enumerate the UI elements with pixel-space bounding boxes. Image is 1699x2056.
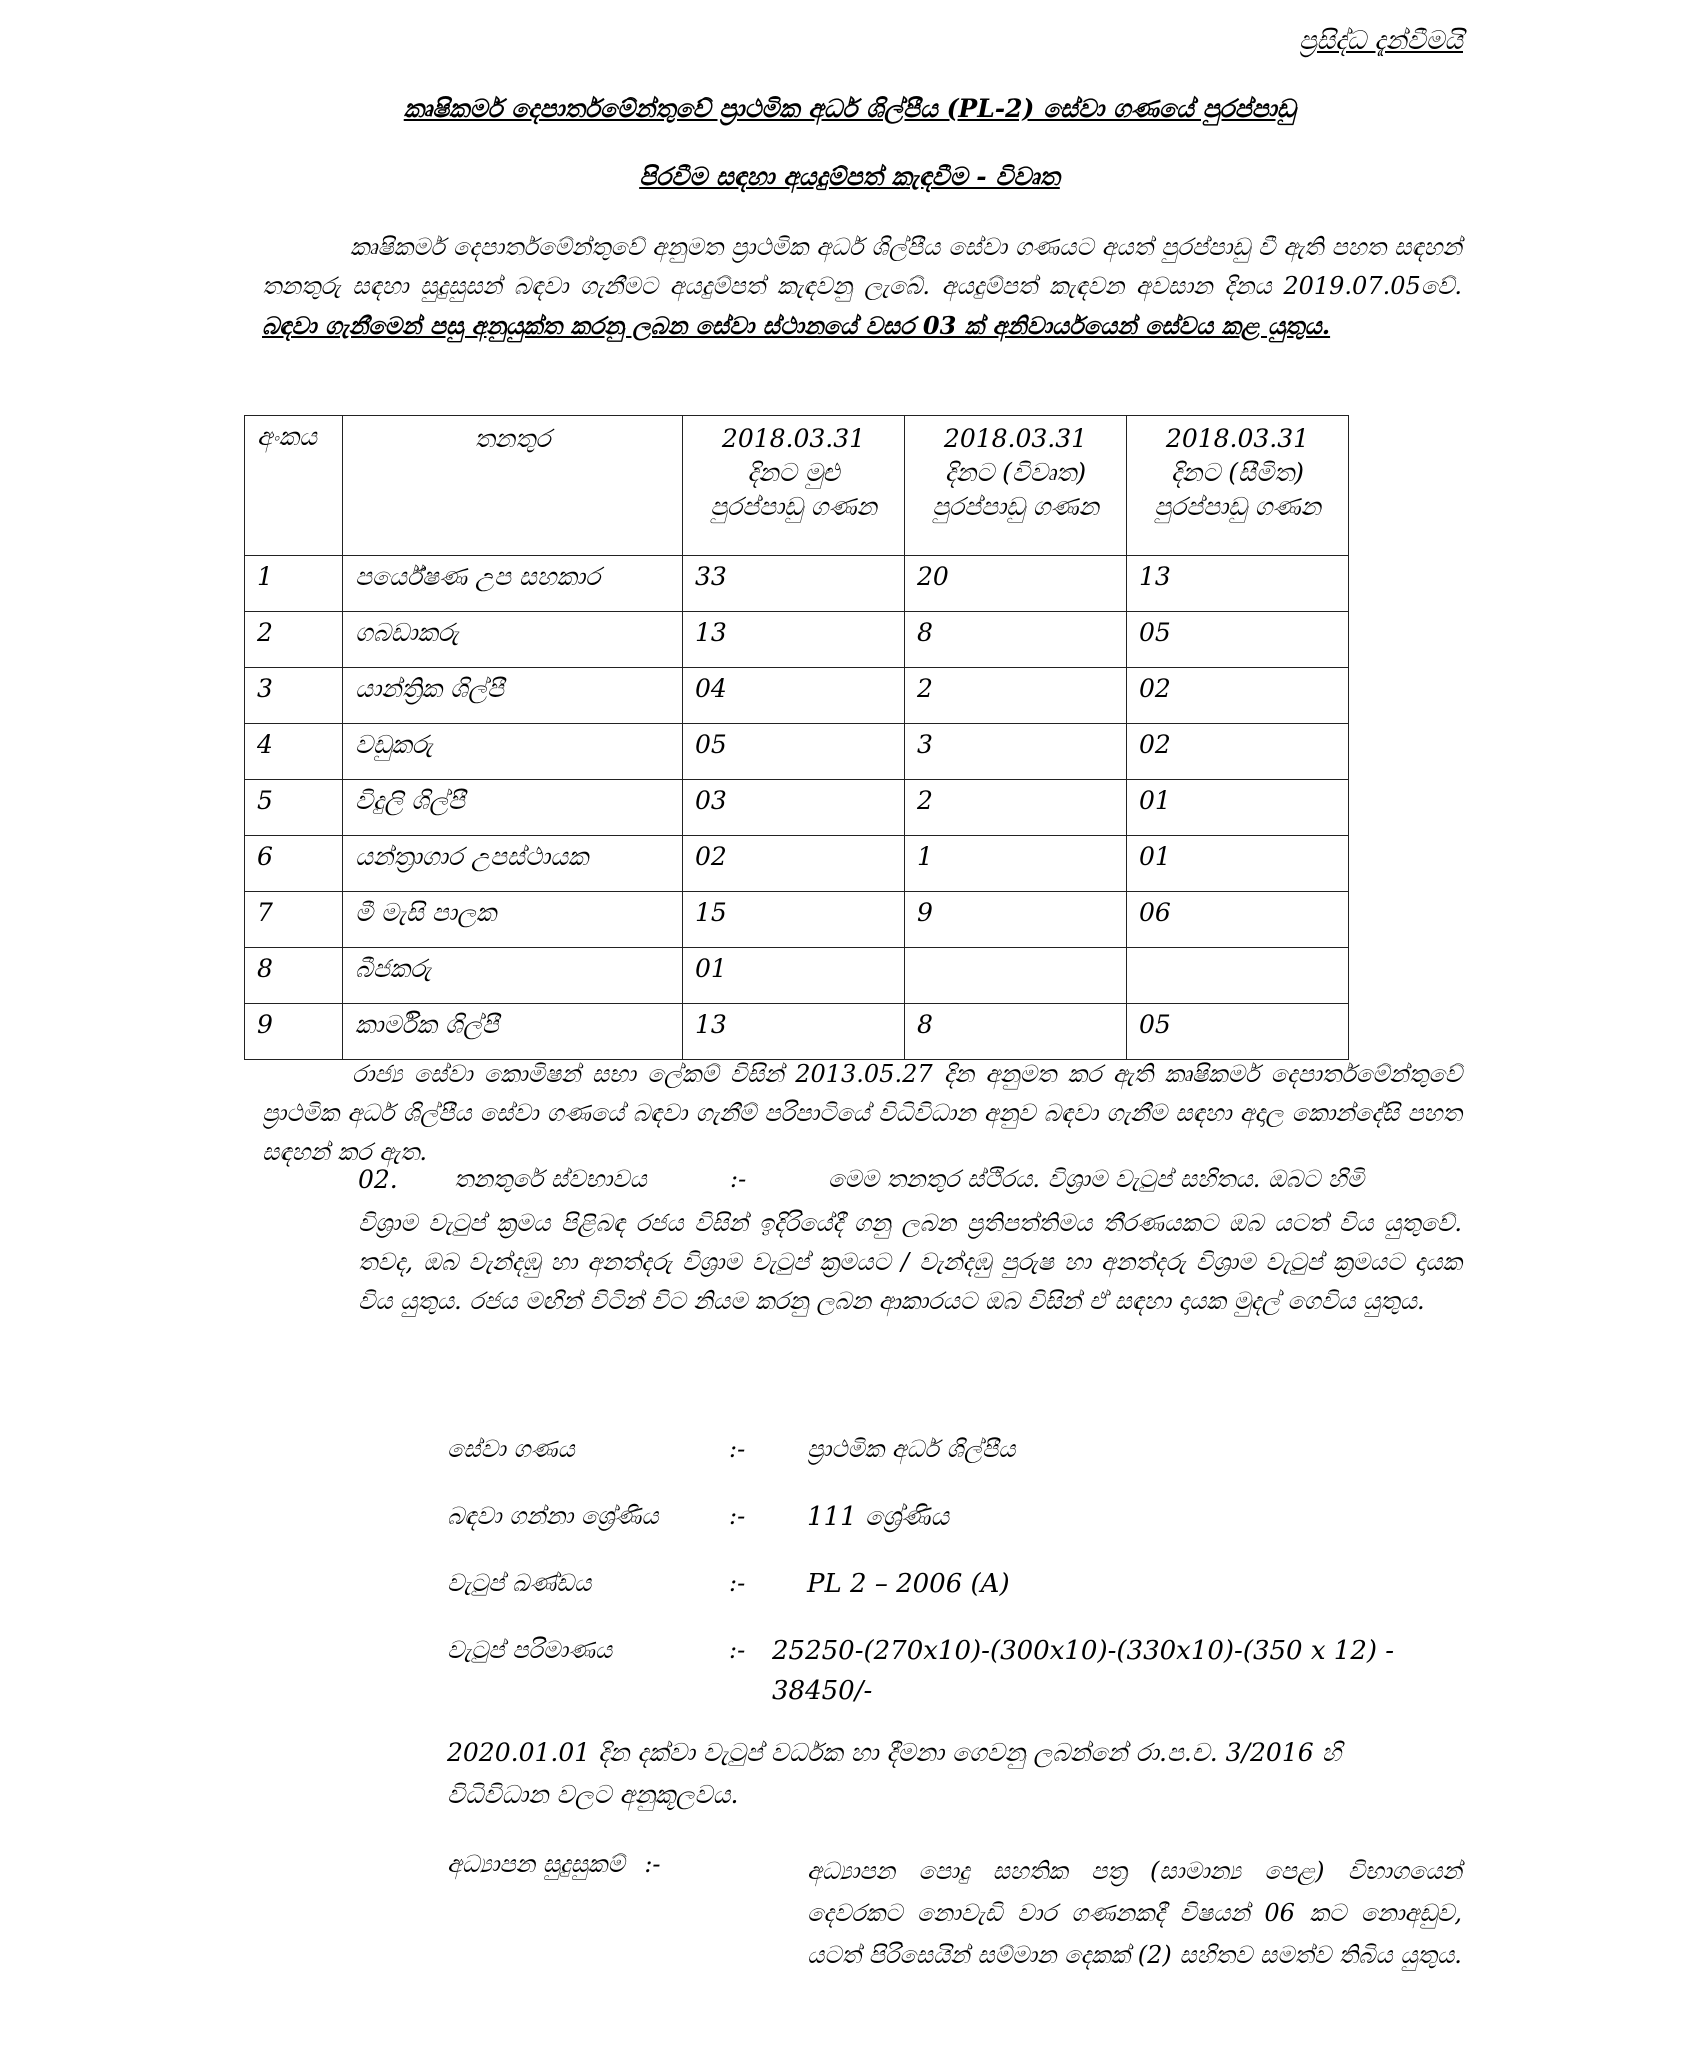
table-row (245, 780, 1349, 836)
row-total: 15 (683, 892, 905, 948)
row-total: 02 (683, 836, 905, 892)
education-text: අධ්‍යාපන පොදු සහතික පත්‍ර (සාමාන්‍ය පෙළ) විභාගයෙන් දෙවරකට නොවැඩි වාර ගණනකදී විෂයන් 06 කට නොඅඩුව, යටත් පිරිසෙයින් සම්මාන දෙකක් (2) සහිතව සමත්ව තිබිය යුතුය. (807, 1857, 1462, 1969)
detail-value: ප්‍රාථමික අර්ධ ශිල්පීය (807, 1435, 1016, 1463)
header-post-label: තනතුර (474, 424, 551, 453)
section-2-text: විශ්‍රාම වැටුප් ක්‍රමය පිළිබඳ රජය විසින් ඉදිරියේදී ගනු ලබන ප්‍රතිපත්තිමය තීරණයකට ඔබ යටත් විය යුතුවේ. තවද, ඔබ වැන්දඹු හා අනත්දරු විශ්‍රාම වැටුප් ක්‍රමයට / වැන්දඹු පුරුෂ හා අනත්දරු විශ්‍රාම වැටුප් ක්‍රමයට දායක විය යුතුය. රජය මඟින් විටින් විට නියම කරනු ලබන ආකාරයට ඔබ විසින් ඒ සඳහා දායක මුදල් ගෙවිය යුතුය. (358, 1209, 1462, 1315)
row-open: 3 (905, 724, 1127, 780)
row-number: 5 (245, 780, 343, 836)
row-limited: 05 (1127, 612, 1349, 668)
header-total-count: පුරප්පාඩු ගණන (710, 492, 877, 521)
row-limited: 02 (1127, 724, 1349, 780)
row-number: 1 (245, 556, 343, 612)
detail-label: බඳවා ගන්නා ශ්‍රේණිය (447, 1502, 659, 1530)
education-colon: :- (644, 1850, 661, 1878)
header-total-date: 2018.03.31 (721, 424, 866, 453)
table-row (245, 948, 1349, 1004)
row-open: 8 (905, 1004, 1127, 1060)
table-row (245, 724, 1349, 780)
table-row (245, 892, 1349, 948)
header-post (343, 416, 683, 556)
row-open: 2 (905, 668, 1127, 724)
row-limited (1127, 948, 1349, 1004)
title-line-1: කෘෂිකර්ම දෙපාර්තමේන්තුවේ ප්‍රාථමික අර්ධ ශිල්පීය (PL-2) සේවා ගණයේ පුරප්පාඩු (403, 94, 1296, 123)
detail-label: වැටුප් ඛණ්ඩය (447, 1569, 592, 1597)
section-label: තනතුරේ ස්වභාවය (454, 1165, 647, 1193)
detail-colon: :- (729, 1636, 746, 1664)
row-post: යන්ත්‍රාගාර උපස්ථායක (343, 836, 683, 892)
header-limited-count: පුරප්පාඩු ගණන (1154, 492, 1321, 521)
title-line-2: පිරවීම සඳහා අයදුම්පත් කැඳවීම - විවෘත (639, 162, 1060, 191)
row-open: 9 (905, 892, 1127, 948)
header-total (683, 416, 905, 556)
row-total: 13 (683, 612, 905, 668)
detail-value: 25250-(270x10)-(300x10)-(330x10)-(350 x 12) - (772, 1636, 1395, 1666)
header-open (905, 416, 1127, 556)
row-total: 05 (683, 724, 905, 780)
commission-note: රාජ්‍ය සේවා කොමිෂන් සභා ලේකම් විසින් 2013.05.27 දින අනුමත කර ඇති කෘෂිකර්ම දෙපාර්තමේන්තුවේ ප්‍රාථමික අර්ධ ශිල්පීය සේවා ගණයේ බඳවා ගැනීම් පරිපාටියේ විධිවිධාන අනුව බඳවා ගැනීම සඳහා අදාල කොන්දේසි පහත සඳහන් කර ඇත. (262, 1060, 1462, 1166)
header-limited-desc: දිනට (සීමිත) (1170, 458, 1305, 487)
detail-value-cont: 38450/- (772, 1676, 873, 1706)
header-limited (1127, 416, 1349, 556)
header-limited-date: 2018.03.31 (1165, 424, 1310, 453)
row-open (905, 948, 1127, 1004)
education-label: අධ්‍යාපන සුදුසුකම් (447, 1850, 625, 1878)
row-post: විදුලි ශිල්පී (343, 780, 683, 836)
intro-paragraph (262, 228, 1462, 346)
header-open-date: 2018.03.31 (943, 424, 1088, 453)
row-number: 6 (245, 836, 343, 892)
header-open-count: පුරප්පාඩු ගණන (932, 492, 1099, 521)
detail-colon: :- (729, 1502, 746, 1530)
row-post: ගබඩාකරු (343, 612, 683, 668)
row-post: බීජකරු (343, 948, 683, 1004)
row-number: 7 (245, 892, 343, 948)
row-number: 4 (245, 724, 343, 780)
row-number: 8 (245, 948, 343, 1004)
row-limited: 02 (1127, 668, 1349, 724)
section-number: 02. (358, 1165, 398, 1194)
section-colon: :- (730, 1165, 747, 1193)
detail-value: 111 ශ්‍රේණිය (807, 1502, 950, 1532)
detail-colon: :- (729, 1435, 746, 1463)
row-limited: 01 (1127, 780, 1349, 836)
header-open-desc: දිනට (විවෘත) (944, 458, 1087, 487)
header-total-desc: දිනට මුළු (747, 458, 840, 487)
row-limited: 06 (1127, 892, 1349, 948)
table-row (245, 556, 1349, 612)
row-post: මී මැසි පාලක (343, 892, 683, 948)
table-row (245, 1004, 1349, 1060)
detail-value: PL 2 – 2006 (A) (807, 1569, 1010, 1599)
row-number: 2 (245, 612, 343, 668)
row-total: 13 (683, 1004, 905, 1060)
table-row (245, 612, 1349, 668)
table-row (245, 668, 1349, 724)
row-number: 3 (245, 668, 343, 724)
row-open: 20 (905, 556, 1127, 612)
row-post: කාර්මික ශිල්පී (343, 1004, 683, 1060)
section-lead: මෙම තනතුර ස්ථිරය. විශ්‍රාම වැටුප් සහිතය. ඔබට හිමි (828, 1165, 1364, 1193)
detail-label: සේවා ගණය (447, 1435, 575, 1463)
row-open: 2 (905, 780, 1127, 836)
intro-emphasis: බඳවා ගැනීමෙන් පසු අනුයුක්ත කරනු ලබන සේවා ස්ථානයේ වසර 03 ක් අනිවාර්යයෙන් සේවය කළ යුතුය. (262, 311, 1331, 340)
vacancy-table (244, 415, 1349, 1060)
row-open: 1 (905, 836, 1127, 892)
row-limited: 01 (1127, 836, 1349, 892)
row-total: 03 (683, 780, 905, 836)
row-total: 33 (683, 556, 905, 612)
table-row (245, 836, 1349, 892)
row-post: යාන්ත්‍රික ශිල්පී (343, 668, 683, 724)
section-2-heading (358, 1165, 1364, 1194)
row-post: වඩුකරු (343, 724, 683, 780)
public-notice-label: ප්‍රසිද්ධ දැන්වීමයි (1298, 26, 1463, 56)
header-number: අංකය (245, 416, 343, 556)
row-limited: 05 (1127, 1004, 1349, 1060)
row-total: 01 (683, 948, 905, 1004)
table-header-row (245, 416, 1349, 556)
education-label-wrap (447, 1850, 661, 1878)
row-total: 04 (683, 668, 905, 724)
row-limited: 13 (1127, 556, 1349, 612)
row-post: පර්යේෂණ උප සහකාර (343, 556, 683, 612)
detail-label: වැටුප් පරිමාණය (447, 1636, 613, 1664)
detail-colon: :- (729, 1569, 746, 1597)
intro-text: කෘෂිකර්ම දෙපාර්තමේන්තුවේ අනුමත ප්‍රාථමික අර්ධ ශිල්පීය සේවා ගණයට අයත් පුරප්පාඩු වී ඇති පහත සඳහන් තනතුරු සඳහා සුදුසුසන් බඳවා ගැනීමට අයදුම්පත් කැඳවනු ලැබේ. අයදුම්පත් කැඳවන අවසාන දිනය 2019.07.05වේ. (262, 233, 1462, 300)
row-number: 9 (245, 1004, 343, 1060)
salary-note: 2020.01.01 දින දක්වා වැටුප් වර්ධක හා දීමනා ගෙවනු ලබන්නේ රා.ප.ච. 3/2016 හි විධිවිධාන වලට අනුකූලවය. (447, 1738, 1342, 1809)
row-open: 8 (905, 612, 1127, 668)
